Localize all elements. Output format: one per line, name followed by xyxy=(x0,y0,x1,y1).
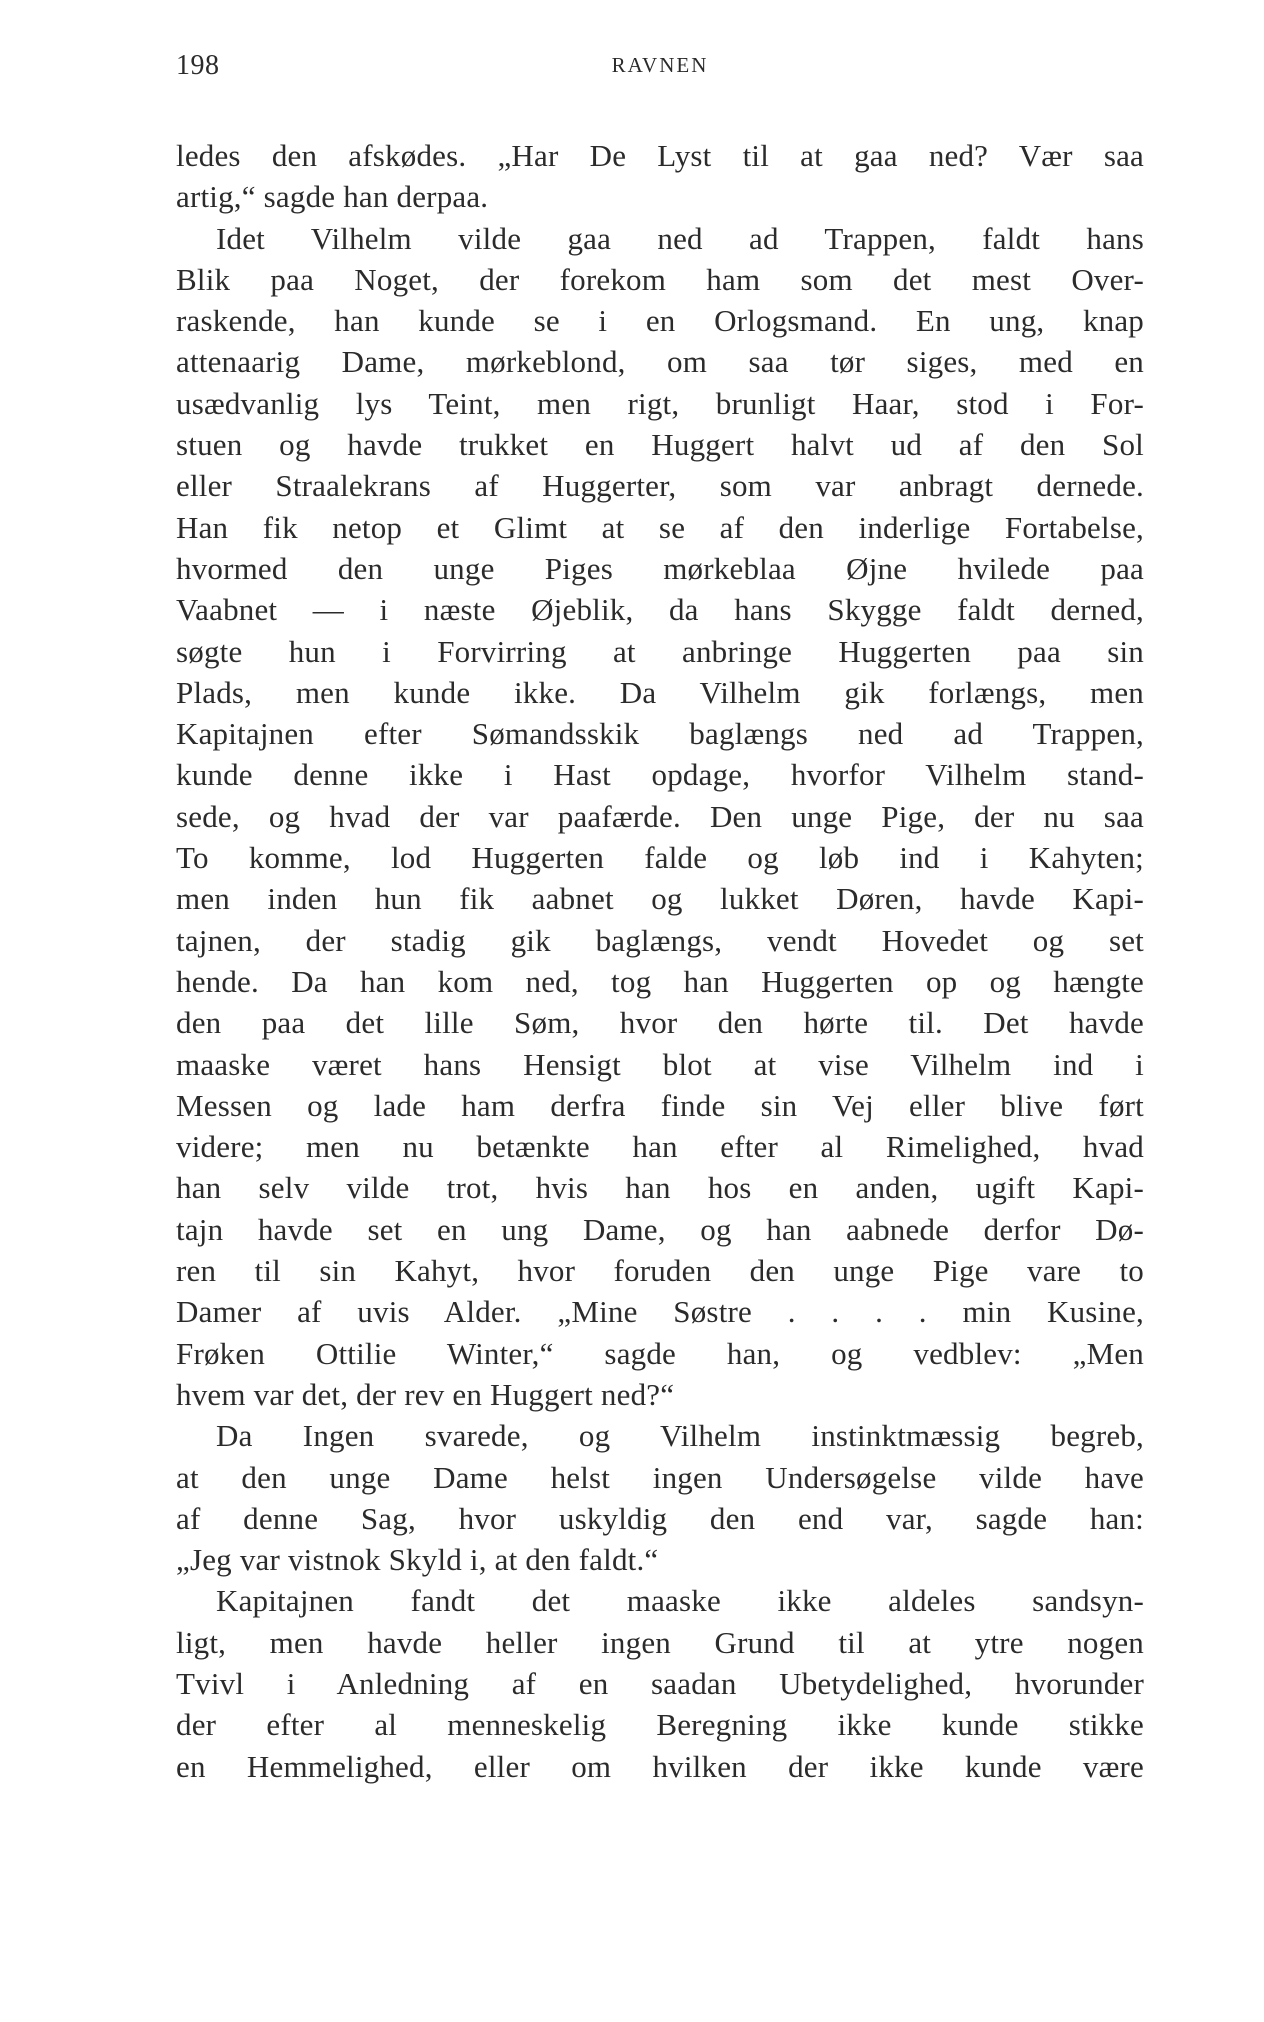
text-line: Vaabnet — i næste Øjeblik, da hans Skygge faldt derned, xyxy=(176,592,1144,628)
text-line: den paa det lille Søm, hvor den hørte til. Det havde xyxy=(176,1005,1144,1041)
page-number: 198 xyxy=(176,50,220,81)
text-line: Idet Vilhelm vilde gaa ned ad Trappen, faldt hans xyxy=(216,220,1144,256)
text-line: Han fik netop et Glimt at se af den inderlige Fortabelse, xyxy=(176,509,1144,545)
text-line: men inden hun fik aabnet og lukket Døren, havde Kapi- xyxy=(176,881,1144,917)
text-line: hvormed den unge Piges mørkeblaa Øjne hvilede paa xyxy=(176,550,1144,586)
running-head xyxy=(176,50,1144,90)
running-title: RAVNEN xyxy=(611,53,709,77)
text-line: ligt, men havde heller ingen Grund til at ytre nogen xyxy=(176,1624,1144,1660)
text-line: Damer af uvis Alder. „Mine Søstre . . . . min Kusine, xyxy=(176,1294,1144,1330)
text-line: der efter al menneskelig Beregning ikke kunde stikke xyxy=(176,1707,1144,1743)
text-line: attenaarig Dame, mørkeblond, om saa tør siges, med en xyxy=(176,344,1144,380)
text-line: raskende, han kunde se i en Orlogsmand. En ung, knap xyxy=(176,303,1144,339)
text-line: Blik paa Noget, der forekom ham som det mest Over- xyxy=(176,261,1144,297)
text-line: Kapitajnen fandt det maaske ikke aldeles sandsyn- xyxy=(216,1583,1144,1619)
text-line: kunde denne ikke i Hast opdage, hvorfor Vilhelm stand- xyxy=(176,757,1144,793)
body-text xyxy=(176,135,1144,1787)
text-line: „Jeg var vistnok Skyld i, at den faldt.“ xyxy=(176,1542,659,1578)
text-line: hende. Da han kom ned, tog han Huggerten op og hængte xyxy=(176,963,1144,999)
text-line: maaske været hans Hensigt blot at vise Vilhelm ind i xyxy=(176,1046,1144,1082)
text-line: af denne Sag, hvor uskyldig den end var, sagde han: xyxy=(176,1500,1144,1536)
text-line: Kapitajnen efter Sømandsskik baglængs ned ad Trappen, xyxy=(176,716,1144,752)
text-line: usædvanlig lys Teint, men rigt, brunligt Haar, stod i For- xyxy=(176,385,1144,421)
text-line: ren til sin Kahyt, hvor foruden den unge Pige vare to xyxy=(176,1253,1144,1289)
text-line: Messen og lade ham derfra finde sin Vej eller blive ført xyxy=(176,1087,1144,1123)
text-line: at den unge Dame helst ingen Undersøgelse vilde have xyxy=(176,1459,1144,1495)
text-line: søgte hun i Forvirring at anbringe Huggerten paa sin xyxy=(176,633,1144,669)
text-line: Plads, men kunde ikke. Da Vilhelm gik forlængs, men xyxy=(176,674,1144,710)
text-line: sede, og hvad der var paafærde. Den unge Pige, der nu saa xyxy=(176,798,1144,834)
text-line: eller Straalekrans af Huggerter, som var anbragt dernede. xyxy=(176,468,1144,504)
text-line: Da Ingen svarede, og Vilhelm instinktmæssig begreb, xyxy=(216,1418,1144,1454)
text-line: Frøken Ottilie Winter,“ sagde han, og vedblev: „Men xyxy=(176,1335,1144,1371)
text-line: Tvivl i Anledning af en saadan Ubetydelighed, hvorunder xyxy=(176,1665,1144,1701)
text-line: videre; men nu betænkte han efter al Rimelighed, hvad xyxy=(176,1129,1144,1165)
text-line: artig,“ sagde han derpaa. xyxy=(176,179,489,215)
text-line: en Hemmelighed, eller om hvilken der ikke kunde være xyxy=(176,1748,1144,1784)
text-line: ledes den afskødes. „Har De Lyst til at gaa ned? Vær saa xyxy=(176,138,1144,173)
text-line: hvem var det, der rev en Huggert ned?“ xyxy=(176,1376,675,1412)
text-line: tajnen, der stadig gik baglængs, vendt Hovedet og set xyxy=(176,922,1144,958)
text-line: stuen og havde trukket en Huggert halvt ud af den Sol xyxy=(176,427,1144,463)
text-line: tajn havde set en ung Dame, og han aabnede derfor Dø- xyxy=(176,1211,1144,1247)
text-line: To komme, lod Huggerten falde og løb ind i Kahyten; xyxy=(176,840,1144,876)
text-line: han selv vilde trot, hvis han hos en anden, ugift Kapi- xyxy=(176,1170,1144,1206)
